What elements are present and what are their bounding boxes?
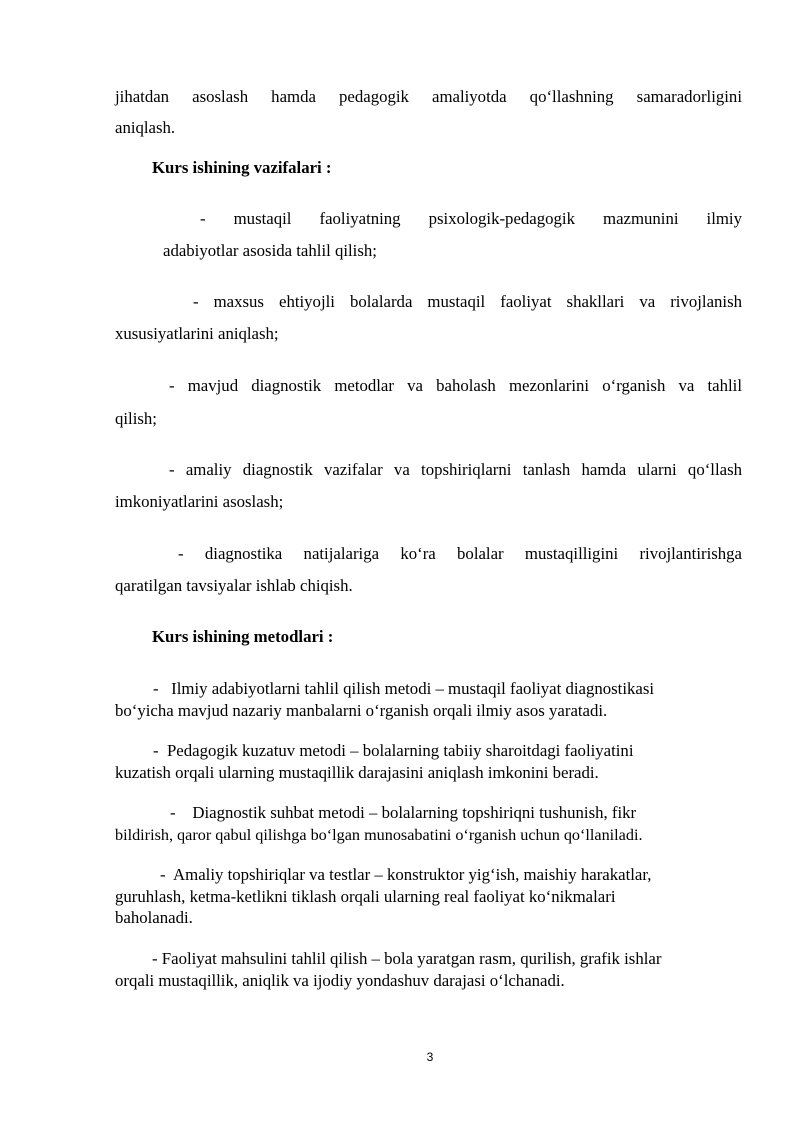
task-3-line-1: - mavjud diagnostik metodlar va baholash mezonlarini o‘rganish va tahlil — [169, 376, 742, 395]
tasks-heading: Kurs ishining vazifalari : — [152, 158, 332, 177]
method-4-line-2: guruhlash, ketma-ketlikni tiklash orqali ularning real faoliyat ko‘nikmalari — [115, 887, 616, 906]
method-3-line-2: bildirish, qaror qabul qilishga bo‘lgan munosabatini o‘rganish uchun qo‘llaniladi. — [115, 826, 643, 844]
method-5-line-1: - Faoliyat mahsulini tahlil qilish – bola yaratgan rasm, qurilish, grafik ishlar — [152, 949, 662, 968]
task-3-line-2: qilish; — [115, 409, 157, 428]
method-3-line-1: - Diagnostik suhbat metodi – bolalarning topshiriqni tushunish, fikr — [170, 803, 637, 822]
task-5-line-1: - diagnostika natijalariga ko‘ra bolalar mustaqilligini rivojlantirishga — [178, 544, 742, 563]
task-4-line-2: imkoniyatlarini asoslash; — [115, 492, 284, 511]
task-2-line-1: - maxsus ehtiyojli bolalarda mustaqil faoliyat shakllari va rivojlanish — [193, 292, 742, 311]
task-4-line-1: - amaliy diagnostik vazifalar va topshiriqlarni tanlash hamda ularni qo‘llash — [169, 460, 742, 479]
intro-line-2: aniqlash. — [115, 118, 176, 137]
method-5-line-2: orqali mustaqillik, aniqlik va ijodiy yondashuv darajasi o‘lchanadi. — [115, 971, 565, 990]
method-1-line-2: bo‘yicha mavjud nazariy manbalarni o‘rganish orqali ilmiy asos yaratadi. — [115, 701, 608, 720]
intro-line-1: jihatdan asoslash hamda pedagogik amaliyotda qo‘llashning samaradorligini — [115, 87, 742, 106]
task-5-line-2: qaratilgan tavsiyalar ishlab chiqish. — [115, 576, 353, 595]
task-1-line-1: - mustaqil faoliyatning psixologik-pedagogik mazmunini ilmiy — [200, 209, 742, 228]
method-2-line-1: - Pedagogik kuzatuv metodi – bolalarning tabiiy sharoitdagi faoliyatini — [153, 741, 634, 760]
method-4-line-1: - Amaliy topshiriqlar va testlar – konstruktor yig‘ish, maishiy harakatlar, — [160, 865, 652, 884]
page-number: 3 — [426, 1050, 434, 1064]
method-4-line-3: baholanadi. — [115, 908, 193, 927]
method-2-line-2: kuzatish orqali ularning mustaqillik darajasini aniqlash imkonini beradi. — [115, 763, 599, 782]
task-2-line-2: xususiyatlarini aniqlash; — [115, 324, 279, 343]
method-1-line-1: - Ilmiy adabiyotlarni tahlil qilish metodi – mustaqil faoliyat diagnostikasi — [153, 679, 655, 698]
task-1-line-2: adabiyotlar asosida tahlil qilish; — [163, 241, 377, 260]
methods-heading: Kurs ishining metodlari : — [152, 627, 334, 646]
